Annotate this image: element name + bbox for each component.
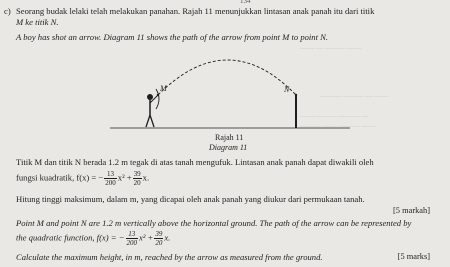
- english-description: Point M and point N are 1.2 m vertically above the horizontal ground. The path of the arrow can be represented by: [16, 218, 412, 228]
- bleed-through-text: ——— —— ——— ——: [300, 122, 376, 130]
- bleed-through-text: ——— ——— — ——: [320, 92, 389, 100]
- point-n-dot: [295, 94, 297, 96]
- question-label: c): [4, 6, 11, 16]
- point-m-label: M: [160, 84, 167, 93]
- malay-intro-line-1: Seorang budak lelaki telah melakukan panahan. Rajah 11 menunjukkan lintasan anak panah itu dari titik: [16, 6, 375, 16]
- coefficient-fraction-2: $\frac{39}{20}$: [133, 170, 141, 187]
- malay-description: Titik M dan titik N berada 1.2 m tegak di atas tanah mengufuk. Lintasan anak panah dapat diwakili oleh: [16, 157, 374, 167]
- point-n-label: N: [284, 85, 290, 94]
- bleed-through-text: —— — ——— ——: [300, 44, 362, 52]
- english-function-line: [16, 230, 170, 247]
- english-marks: [5 marks]: [397, 252, 430, 261]
- malay-function-suffix: x.: [142, 172, 150, 183]
- malay-task: Hitung tinggi maksimum, dalam m, yang dicapai oleh anak panah yang diukur dari permukaan tanah.: [16, 194, 365, 204]
- bleed-through-text: —— ——— ——— —: [300, 112, 369, 120]
- malay-marks: [5 markah]: [393, 206, 430, 215]
- malay-function-line: [16, 170, 149, 187]
- diagram-caption-malay: Rajah 11: [215, 133, 244, 142]
- english-function-prefix: the quadratic function, f(x) = −: [16, 232, 125, 243]
- english-task: Calculate the maximum height, in m, reached by the arrow as measured from the ground.: [16, 252, 323, 262]
- coefficient-fraction-2: $\frac{39}{20}$: [155, 230, 163, 247]
- english-intro-line: A boy has shot an arrow. Diagram 11 shows the path of the arrow from point M to point N.: [16, 32, 329, 42]
- coefficient-fraction-1: $\frac{13}{200}$: [126, 230, 137, 247]
- page-number: 134: [240, 0, 251, 5]
- arrow-path-diagram: [110, 55, 350, 135]
- diagram-caption-english: Diagram 11: [209, 143, 248, 152]
- malay-function-mid: x² +: [117, 172, 132, 183]
- english-function-suffix: x.: [164, 232, 171, 243]
- malay-function-prefix: fungsi kuadratik, f(x) = −: [16, 172, 104, 183]
- malay-intro-line-2: M ke titik N.: [16, 17, 59, 27]
- arrow-trajectory-curve: [158, 60, 296, 95]
- english-function-mid: x² +: [139, 232, 154, 243]
- coefficient-fraction-1: $\frac{13}{200}$: [105, 170, 116, 187]
- point-m-dot: [157, 94, 159, 96]
